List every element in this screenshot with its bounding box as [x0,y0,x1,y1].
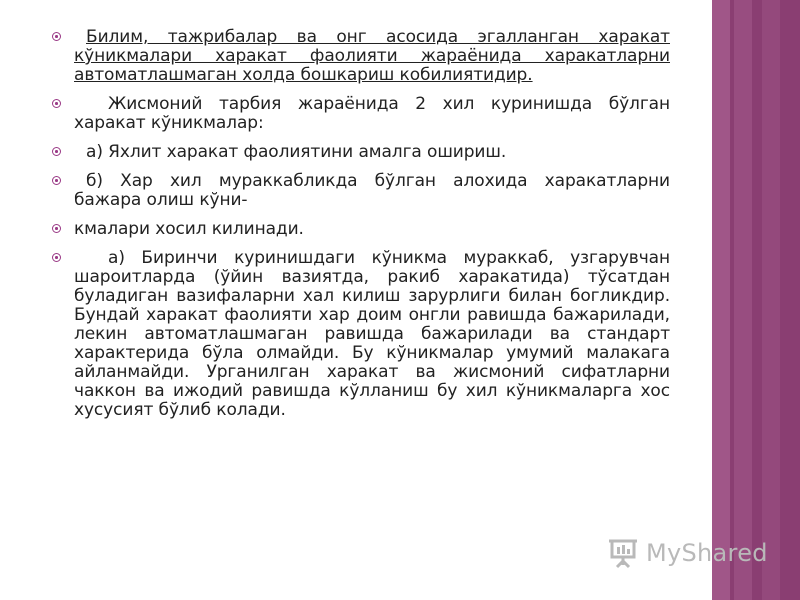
bullet-text: б) Хар хил мураккабликда бўлган алохида харакатларни бажара олиш кўни- [74,171,670,210]
bullet-icon [52,99,61,108]
myshared-logo [606,535,768,571]
bullet-item [50,95,670,133]
logo-text: MyShared [646,539,768,567]
bullet-item [50,143,670,162]
bullet-icon [52,176,61,185]
bullet-icon [52,147,61,156]
bullet-text: кмалари хосил килинади. [74,219,304,239]
bullet-text: а) Биринчи куринишдаги кўникма мураккаб, узгарувчан шароитларда (ўйин вазиятда, ракиб харакатида) тўсатдан буладиган вазифаларни хал килиш зарурлиги билан богликдир. Бундай харакат фаолияти хар доим онгли равишда бажарилади, лекин автоматлашмаган равишда бажарилади ва стандарт характерида бўла олмайди. Бу кўникмалар умумий малакага айланмайди. Урганилган харакат ва жисмоний сифатларни чаккон ва ижодий равишда кўлланиш бу хил кўникмаларга хос хусусият бўлиб колади. [74,248,670,420]
bullet-item [50,172,670,210]
presentation-board-icon [606,535,642,571]
bullet-text: Билим, тажрибалар ва онг асосида эгалланган харакат кўникмалари харакат фаолияти жараёнида харакатларни автоматлашмаган холда бошкариш кобилиятидир. [74,27,670,85]
bullet-icon [52,224,61,233]
bullet-icon [52,32,61,41]
bullet-text: а) Яхлит харакат фаолиятини амалга ошириш. [86,142,507,162]
bullet-list [50,28,670,430]
band-stripe [762,0,780,600]
bullet-item [50,220,670,239]
decorative-side-band [712,0,800,600]
bullet-icon [52,253,61,262]
bullet-item [50,249,670,420]
bullet-text: Жисмоний тарбия жараёнида 2 хил куринишда бўлган харакат кўникмалар: [74,94,670,133]
band-stripe [712,0,730,600]
band-stripe [734,0,752,600]
bullet-item [50,28,670,85]
